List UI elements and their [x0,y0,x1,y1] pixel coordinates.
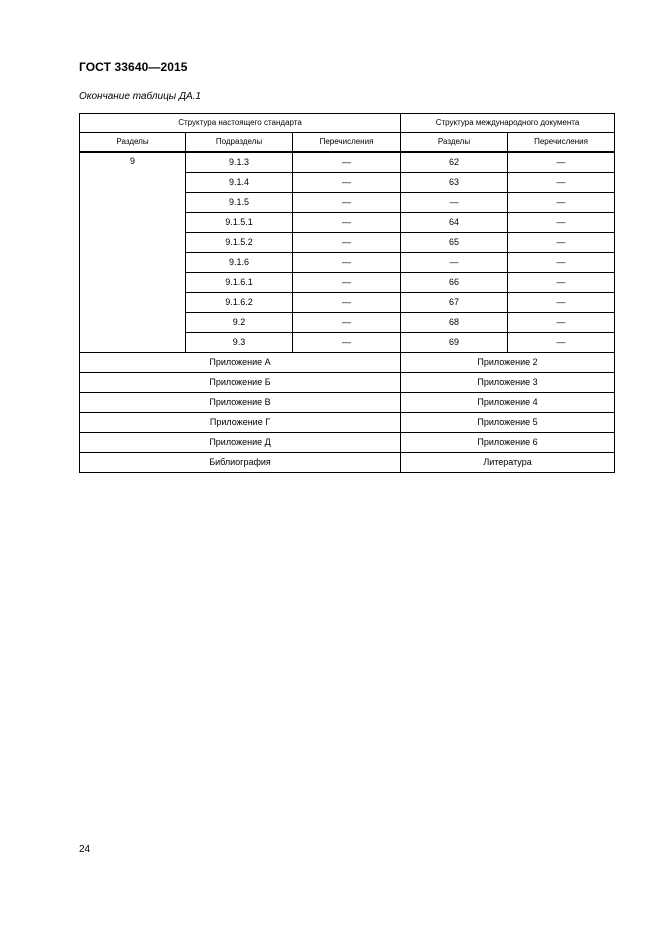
enumeration-cell: — [293,293,401,313]
intl-enumeration-cell: — [508,213,615,233]
intl-enumeration-cell: — [508,293,615,313]
intl-enumeration-cell: — [508,313,615,333]
intl-section-cell: — [401,193,508,213]
enumeration-cell: — [293,193,401,213]
subsection-cell: 9.1.5.2 [186,233,293,253]
international-appendix-cell: Приложение 6 [401,433,615,453]
subsection-cell: 9.1.6.2 [186,293,293,313]
international-appendix-cell: Приложение 5 [401,413,615,433]
subsection-cell: 9.3 [186,333,293,353]
appendix-row [80,393,615,413]
intl-section-cell: 63 [401,173,508,193]
col-header-enumerations: Перечисления [293,133,401,153]
intl-enumeration-cell: — [508,152,615,173]
intl-section-cell: 69 [401,333,508,353]
international-appendix-cell: Приложение 4 [401,393,615,413]
enumeration-cell: — [293,233,401,253]
subsection-cell: 9.1.3 [186,152,293,173]
subsection-cell: 9.1.5 [186,193,293,213]
national-appendix-cell: Приложение А [80,353,401,373]
intl-section-cell: 68 [401,313,508,333]
intl-section-cell: 67 [401,293,508,313]
national-appendix-cell: Библиография [80,453,401,473]
section-cell: 9 [80,152,186,353]
intl-enumeration-cell: — [508,173,615,193]
national-appendix-cell: Приложение Г [80,413,401,433]
intl-enumeration-cell: — [508,273,615,293]
col-header-intl-enumerations: Перечисления [508,133,615,153]
appendix-row [80,453,615,473]
subsection-cell: 9.1.5.1 [186,213,293,233]
enumeration-cell: — [293,333,401,353]
col-header-subsections: Подразделы [186,133,293,153]
column-header-row [80,133,615,153]
intl-section-cell: 65 [401,233,508,253]
col-header-intl-sections: Разделы [401,133,508,153]
col-header-sections: Разделы [80,133,186,153]
appendix-row [80,353,615,373]
intl-section-cell: — [401,253,508,273]
enumeration-cell: — [293,273,401,293]
document-id: ГОСТ 33640—2015 [79,60,188,74]
intl-enumeration-cell: — [508,193,615,213]
international-appendix-cell: Литература [401,453,615,473]
appendix-row [80,433,615,453]
international-appendix-cell: Приложение 3 [401,373,615,393]
national-appendix-cell: Приложение В [80,393,401,413]
table-row [80,152,615,173]
international-appendix-cell: Приложение 2 [401,353,615,373]
appendix-row [80,373,615,393]
national-appendix-cell: Приложение Д [80,433,401,453]
enumeration-cell: — [293,313,401,333]
intl-enumeration-cell: — [508,233,615,253]
national-appendix-cell: Приложение Б [80,373,401,393]
subsection-cell: 9.1.6.1 [186,273,293,293]
enumeration-cell: — [293,253,401,273]
group-header-row [80,114,615,133]
subsection-cell: 9.2 [186,313,293,333]
intl-section-cell: 62 [401,152,508,173]
table-caption: Окончание таблицы ДА.1 [79,91,201,102]
subsection-cell: 9.1.4 [186,173,293,193]
intl-section-cell: 64 [401,213,508,233]
intl-section-cell: 66 [401,273,508,293]
structure-comparison-table [79,113,615,473]
subsection-cell: 9.1.6 [186,253,293,273]
enumeration-cell: — [293,213,401,233]
intl-enumeration-cell: — [508,333,615,353]
intl-enumeration-cell: — [508,253,615,273]
group-header-international: Структура международного документа [401,114,615,133]
group-header-national: Структура настоящего стандарта [80,114,401,133]
page-number: 24 [79,844,91,855]
enumeration-cell: — [293,152,401,173]
enumeration-cell: — [293,173,401,193]
appendix-row [80,413,615,433]
